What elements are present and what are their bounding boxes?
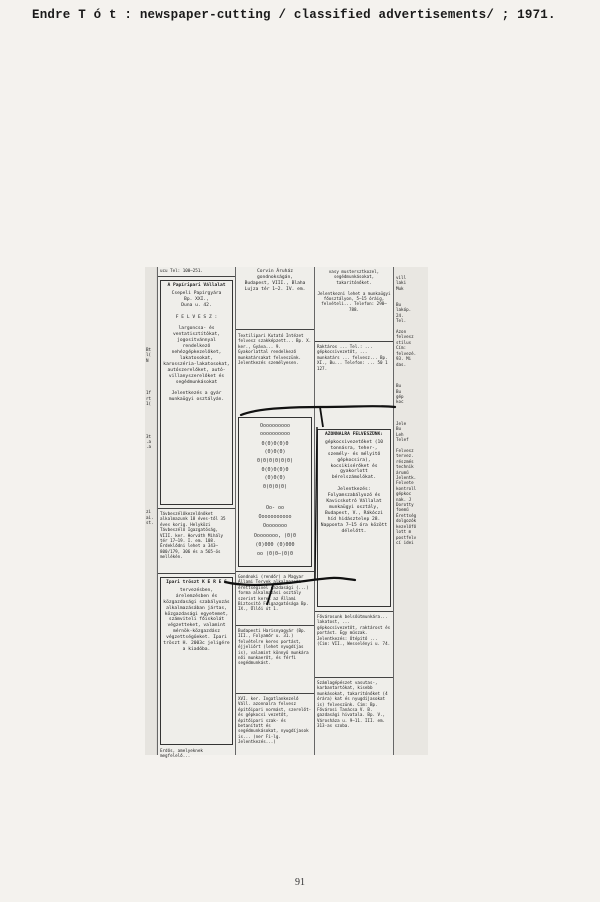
ad-gondnoki bbox=[238, 574, 312, 622]
ad-harisnyagyar bbox=[238, 628, 312, 690]
ad-blurred-o-placeholder bbox=[238, 417, 312, 567]
ad-body: Raktáros ... Tel.: ... gépkocsivezetőt, ... munkatárs ... felvesz... Bp. XI., Bu... Telefon: ... 50 1 127. bbox=[317, 344, 391, 371]
column-rule bbox=[315, 341, 393, 342]
blurred-line: oooooooooo bbox=[259, 431, 291, 437]
blurred-line: 0(0)0(0)0 bbox=[261, 467, 289, 473]
clipping-column-right-edge bbox=[393, 267, 428, 755]
blurred-line: (0)0(0) bbox=[264, 475, 286, 481]
cut-off-text: vill laki Muk Bu lakóp. 24. Tel. Azon felvesz stílus Cím: felvezé. 93. Mi das. Bu Bu gép koc Jele Bu Leh Telef Felvesz tervez. részmés technik árumű Jelentk. Felvete kontroll gépkoc nak. J Dorotty foemű Érettség dolgozók kezelőfő lott m postfelv cí idei bbox=[396, 275, 417, 545]
clipping-column-1 bbox=[157, 267, 235, 759]
blurred-line: Oo- oo bbox=[265, 505, 285, 511]
ad-azonnalra-felveszunk bbox=[317, 429, 391, 607]
ad-segedmunkasok bbox=[317, 269, 391, 337]
column-rule bbox=[315, 677, 393, 678]
blurred-line: (0)000 (0)000 bbox=[255, 542, 295, 548]
ad-body: Corvin Áruház gondnokságán, Budapest, VIII., Blaha Lujza tér 1—2. IV. em. bbox=[244, 269, 306, 292]
ad-body: Budapesti Harisnyagyár (Bp. III., Folyamőr u. 31.) felvételre keres portást, éjjeliőrt (lehet nyugdíjas is), valamint könnyű munkára női munkaerőt, és férfi segédmunkást. bbox=[238, 628, 312, 666]
ad-body: Számlagépészet vasutas-, karbantartókat, kisebb munkásokat, takarítónőket (4 órára) kat és nyugdíjasokat is) felveszünk. Cím: Bp. Fővárosi Tanácsa V. B. gazdasági hivatala. Bp. V., Városháza u. 9—11. III. em. 313-as szoba. bbox=[317, 680, 391, 729]
ad-body: tervezésben, árelemzésben és közgazdasági szabályozás alkalmazásában jártas, közgazdasági egyetemet, számviteli főiskolát végzetteket, valamint mérnök-közgazdász végzettségűeket. Ipari tröszt H. 2003c jeligére a kiadóba. bbox=[163, 587, 233, 652]
column-rule bbox=[315, 611, 393, 612]
ad-body: Csepeli Papírgyára Bp. XXI., Duna u. 42. F E L V E S Z : largoncsa- és ventatisztítókat, jogosítvánnyal rendelkező nehézgépkezelőket, lakatosokat, karosszéria-lakatosokat, autószerelőket, autó-villanyszerelőket és segédmunkásokat Jelentkezés a gyár munkaügyi osztályán. bbox=[163, 290, 230, 403]
column-rule bbox=[236, 625, 314, 626]
blurred-line: oo (0)0—(0)0 bbox=[256, 551, 294, 557]
column-rule bbox=[236, 571, 314, 572]
column-rule bbox=[158, 508, 235, 509]
ad-body: vasy mustersztkozel, segédmunkásokat, takarítónőket. Jelentkezni lehet a munkaügyi főosztályon, 5—15 óráig, felvételi... Telefon: 290—788. bbox=[317, 269, 391, 312]
cut-off-text: Bt l( N 1f rt 1( 3t .a .a zi ai. st. bbox=[146, 347, 154, 525]
ad-ipari-troszt bbox=[160, 577, 233, 745]
column-rule bbox=[236, 329, 314, 330]
ad-textilipari bbox=[238, 333, 312, 411]
blurred-line: (0)0(0) bbox=[264, 449, 286, 455]
ad-body: Textilipari Kutató Intézet felvesz szakképzett... Bp. X. ker., Gyáva... 9. Gyakorlattal rendelkező munkatársakat felveszünk. Jelentkezés személyesen. bbox=[238, 333, 314, 366]
blurred-line: 0(0)0(0) bbox=[262, 484, 288, 490]
blurred-line: 0(0)0(0)0(0) bbox=[256, 458, 294, 464]
ad-telephone-operators: Távbeszélőkezelőnőket alkalmazunk 18 éves-től 35 éves korig. Helyközi Távbeszélő Igazgatóság, VIII. ker. Horváth Mihály tér 17—19. I. em. 108. Érdeklődni lehet a 343—800/179, 306 és a 565-ös mellékén. bbox=[160, 511, 226, 560]
ad-title: AZONNALRA FELVESZÜNK: bbox=[324, 432, 384, 437]
ad-title: A Papíripari Vállalat bbox=[167, 283, 226, 288]
archive-header: Endre T ó t : newspaper-cutting / classified advertisements/ ; 1971. bbox=[32, 8, 556, 22]
ad-papiripari bbox=[160, 280, 233, 505]
clipping-column-left-edge bbox=[145, 267, 156, 755]
ad-utepito bbox=[317, 614, 391, 674]
ad-fragment: ucu Tel: 100—251. bbox=[160, 268, 203, 273]
ad-corvin-aruhaz bbox=[238, 269, 312, 325]
ad-ingatlankezelo bbox=[238, 696, 312, 754]
ad-szamlagepeszet bbox=[317, 680, 391, 754]
ad-body: Fővárosunk belsőútmunkára... lakatost, ... gépkocsivezetőt, raktárost és portást. Egy műszak. Jelentkezés: Útépítő ... (Cím: VII., Wesselényi u. 74. bbox=[317, 614, 393, 647]
ad-raktaros bbox=[317, 344, 391, 412]
blurred-line: Ooooooooooo bbox=[258, 514, 292, 520]
page-number: 91 bbox=[295, 877, 305, 888]
newspaper-clipping bbox=[145, 267, 427, 759]
clipping-column-3 bbox=[314, 267, 393, 755]
ad-title: Ipari tröszt K E R E S bbox=[166, 580, 227, 585]
blurred-line: Oooooooooo bbox=[259, 423, 291, 429]
column-rule bbox=[158, 573, 235, 574]
ad-body: XVI. ker. Ingatlankezelő Váll. azonnalra felvesz építőipari normást, szerelőt- és gépkocsi vezetőt, építőipari szak- és betanított és segédmunkásokat, nyugdíjasok is... (ner Fi-lg. Jelentkezés...) bbox=[238, 696, 314, 745]
ad-body: gépkocsivezetőket (10 tonnásra, teher-, személy- és mélyítő gépkocsira), kocsikísérőket és gyakorlott bérelszámolókat. Jelentkezés: Folyamszabályozó és Kavicskotró Vállalat munkaügyi osztály, Budapest, V., Rákóczi híd hidásztelep 28. Napponta 7—15 óra között délelőtt. bbox=[320, 439, 388, 534]
column-rule bbox=[158, 276, 235, 277]
clipping-column-2 bbox=[235, 267, 314, 755]
blurred-line: 0(0)0(0)0 bbox=[261, 441, 289, 447]
ad-body: Gondnoki (rendőr) a Magyar Állami Tervek alkalmazott érettségivel gazdasági (...) forma alkalmazási osztály szerint keres az Állami Biztosító Főigazgatósága Bp. IX., Üllői út 1. bbox=[238, 574, 312, 612]
blurred-line: Oooooooo, (0)0 bbox=[253, 533, 297, 539]
ad-fragment: Erdős, amelyeknek megfelelő... bbox=[160, 748, 203, 759]
column-rule bbox=[236, 693, 314, 694]
blurred-line: Oooooooo bbox=[262, 523, 288, 529]
